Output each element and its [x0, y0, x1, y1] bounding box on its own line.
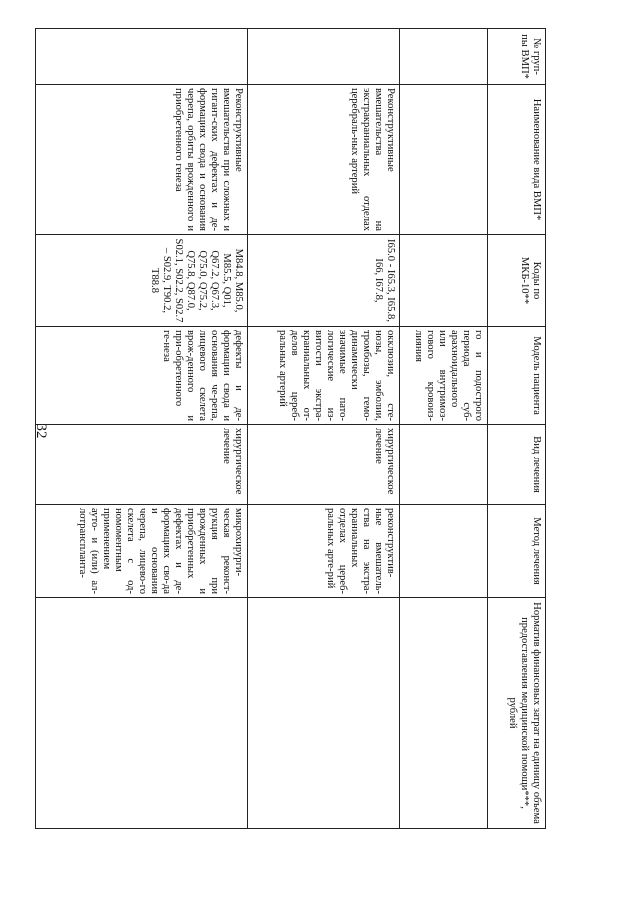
vmp-table	[35, 28, 546, 829]
table-row	[36, 29, 248, 829]
header-vmp-type: Наименование вида ВМП*	[488, 85, 546, 235]
cell-model: дефекты и де-формации свода и основания че-репа, лицевого скелета врож-денного и при-обретенного ге-неза	[36, 327, 248, 425]
cell-group	[400, 29, 488, 85]
cell-norm	[36, 598, 248, 829]
page-number: 32	[33, 423, 49, 439]
cell-method: микрохирурги-ческая реконст-рукция при врожденных и приобретенных дефектах и де-формациях сво-да и основания черепа, лицево-го скелета с од-номоментным применением ауто- и (или) ал-лотранспланта-	[36, 505, 248, 598]
table-header-row	[488, 29, 546, 829]
cell-kind: хирургическое лечение	[36, 425, 248, 505]
cell-norm	[248, 598, 400, 829]
table-container	[36, 28, 546, 828]
header-treatment-method: Метод лечения	[488, 505, 546, 598]
cell-model: го и подострого периода суб-арахноидального или внутримоз-гового кровоиз-лияния	[400, 327, 488, 425]
header-group-number: № груп-пы ВМП*	[488, 29, 546, 85]
table-row	[248, 29, 400, 829]
header-icd-codes: Коды по МКБ-10**	[488, 235, 546, 327]
cell-method	[400, 505, 488, 598]
cell-method: реконструктив-ные вмешатель-ства на экстра-краниальных отделах цереб-ральных арте-рий	[248, 505, 400, 598]
cell-group	[248, 29, 400, 85]
cell-codes: I65.0 - I65.3, I65.8, I66, I67.8,	[248, 235, 400, 327]
header-treatment-kind: Вид лечения	[488, 425, 546, 505]
cell-group	[36, 29, 248, 85]
cell-name: Реконструктивные вмешательства на экстракраниальных отделах церебраль-ных артерий	[248, 85, 400, 235]
cell-model: окклюзии, сте-нозы, эмболии, тромбозы, гемо-динамически значимые пато-логические из-витости экстра-краниальных от-делов цереб-ральных артерий	[248, 327, 400, 425]
cell-name: Реконструктивные вмешательства при сложных и гигант-ских дефектах и де-формациях свода и основания черепа, орбиты врожденного и приобретенного генеза	[36, 85, 248, 235]
cell-name	[400, 85, 488, 235]
table-row	[400, 29, 488, 829]
header-cost-norm: Норматив финансовых затрат на единицу объема предоставления медицинской помощи***, рублей	[488, 598, 546, 829]
cell-codes: M84.8, M85.0, M85.5, Q01, Q67.2, Q67.3, Q75.0, Q75.2, Q75.8, Q87.0, S02.1, S02.2, S02.7 – S02.9, T90.2, T88.8	[36, 235, 248, 327]
cell-norm	[400, 598, 488, 829]
cell-codes	[400, 235, 488, 327]
cell-kind: хирургическое лечение	[248, 425, 400, 505]
cell-kind	[400, 425, 488, 505]
header-patient-model: Модель пациента	[488, 327, 546, 425]
